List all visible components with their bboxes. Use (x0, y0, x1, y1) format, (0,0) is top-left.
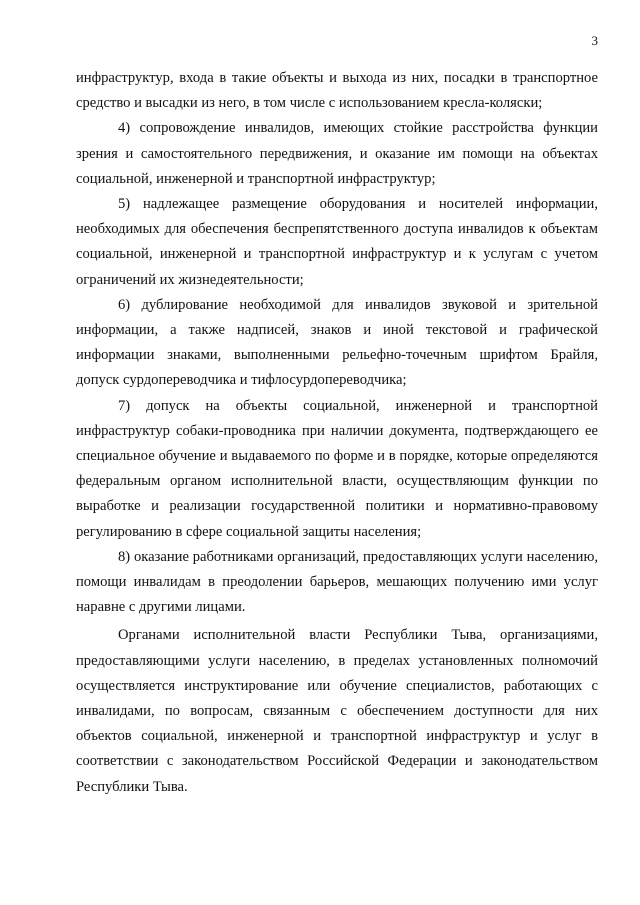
paragraph-item-6: 6) дублирование необходимой для инвалидов звуковой и зрительной информации, а также надписей, знаков и иной текстовой и графической информации знаками, выполненными рельефно-точечным шрифтом Брайля, допуск сурдопереводчика и тифлосурдопереводчика; (76, 296, 598, 389)
paragraph-instruction: Органами исполнительной власти Республики Тыва, организациями, предоставляющими услуги населению, в пределах установленных полномочий осуществляется инструктирование или обучение специалистов, работающих с инвалидами, по вопросам, связанным с обеспечением доступности для них объектов социальной, инженерной и транспортной инфраструктур и услуг в соответствии с законодательством Российской Федерации и законодательством Республики Тыва. (76, 627, 598, 795)
paragraph-item-4: 4) сопровождение инвалидов, имеющих стойкие расстройства функции зрения и самостоятельного передвижения, и оказание им помощи на объектах социальной, инженерной и транспортной инфраструктур; (76, 120, 598, 187)
page-number: 3 (591, 33, 598, 48)
document-body (76, 66, 598, 800)
paragraph-continuation: инфраструктур, входа в такие объекты и выхода из них, посадки в транспортное средство и высадки из него, в том числе с использованием кресла-коляски; (76, 70, 598, 112)
paragraph-item-8: 8) оказание работниками организаций, предоставляющих услуги населению, помощи инвалидам в преодолении барьеров, мешающих получению ими услуг наравне с другими лицами. (76, 548, 598, 616)
paragraph-item-7: 7) допуск на объекты социальной, инженерной и транспортной инфраструктур собаки-проводника при наличии документа, подтверждающего ее специальное обучение и выдаваемого по форме и в порядке, которые определяются федеральным органом исполнительной власти, осуществляющим функции по выработке и реализации государственной политики и нормативно-правовому регулированию в сфере социальной защиты населения; (76, 397, 598, 540)
paragraph-item-5: 5) надлежащее размещение оборудования и носителей информации, необходимых для обеспечения беспрепятственного доступа инвалидов к объектам социальной, инженерной и транспортной инфраструктур и к услугам с учетом ограничений их жизнедеятельности; (76, 196, 598, 288)
